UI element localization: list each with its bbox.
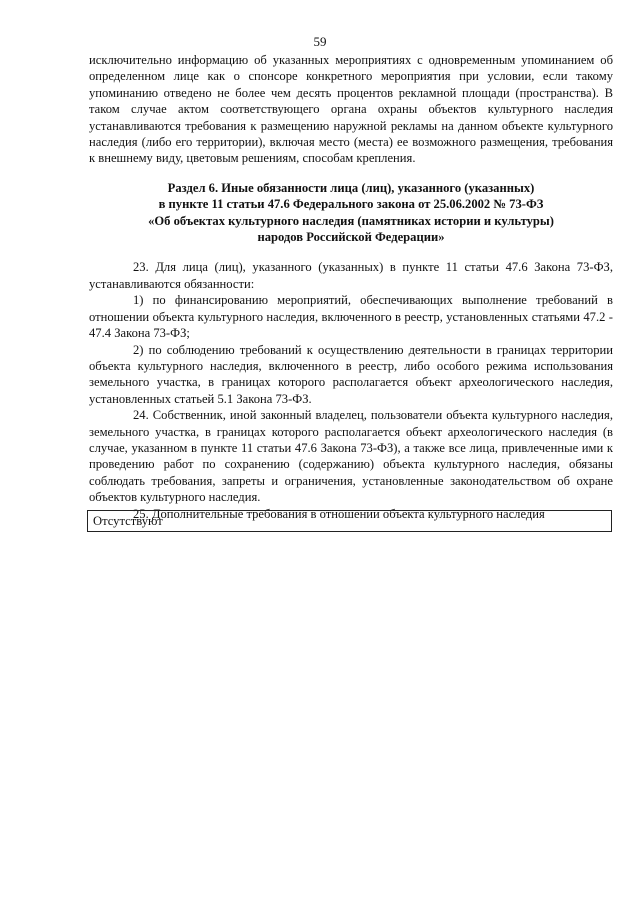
additional-requirements-text: Отсутствуют: [93, 514, 163, 528]
paragraph-25: 25. Дополнительные требования в отношении объекта культурного наследия: [133, 506, 545, 521]
paragraph-23-item-1: 1) по финансированию мероприятий, обеспечивающих выполнение требований в отношении объекта культурного наследия, включенного в реестр, установленных статьями 47.2 - 47.4 Закона 73-ФЗ;: [89, 293, 613, 341]
document-body: [89, 52, 613, 522]
section-title-line-2: в пункте 11 статьи 47.6 Федерального закона от 25.06.2002 № 73-ФЗ: [158, 197, 544, 212]
intro-paragraph: исключительно информацию об указанных мероприятиях с одновременным упоминанием об определенном лице как о спонсоре конкретного мероприятия при условии, если такому упоминанию отведено не более чем десять процентов рекламной площади (пространства). В таком случае актом соответствующего органа охраны объектов культурного наследия устанавливаются требования к размещению наружной рекламы на данном объекте культурного наследия (либо его территории), включая место (места) ее возможного размещения, требования к внешнему виду, цветовым решениям, способам крепления.: [89, 53, 613, 166]
section-title-line-4: народов Российской Федерации»: [257, 230, 445, 245]
paragraph-23: 23. Для лица (лиц), указанного (указанных) в пункте 11 статьи 47.6 Закона 73-ФЗ, устанавливаются обязанности:: [89, 260, 613, 291]
page-number: 59: [313, 34, 327, 49]
section-title-line-1: Раздел 6. Иные обязанности лица (лиц), указанного (указанных): [167, 180, 535, 195]
section-title-line-3: «Об объектах культурного наследия (памятниках истории и культуры): [148, 213, 554, 228]
paragraph-24: 24. Собственник, иной законный владелец, пользователи объекта культурного наследия, земельного участка, в границах которого располагается объект археологического наследия (в случае, указанном в пункте 11 статьи 47.6 Закона 73-ФЗ), а также все лица, привлеченные ими к проведению работ по сохранению (содержанию) объекта культурного наследия, обязаны соблюдать требования, запреты и ограничения, установленные законодательством об охране объектов культурного наследия.: [89, 408, 613, 505]
section-title: [89, 180, 613, 246]
additional-requirements-box: [87, 510, 612, 532]
paragraph-23-item-2: 2) по соблюдению требований к осуществлению деятельности в границах территории объекта культурного наследия, включенного в реестр, либо особого режима использования земельного участка, в границах которого располагается объект археологического наследия, установленных статьей 5.1 Закона 73-ФЗ.: [89, 342, 613, 406]
